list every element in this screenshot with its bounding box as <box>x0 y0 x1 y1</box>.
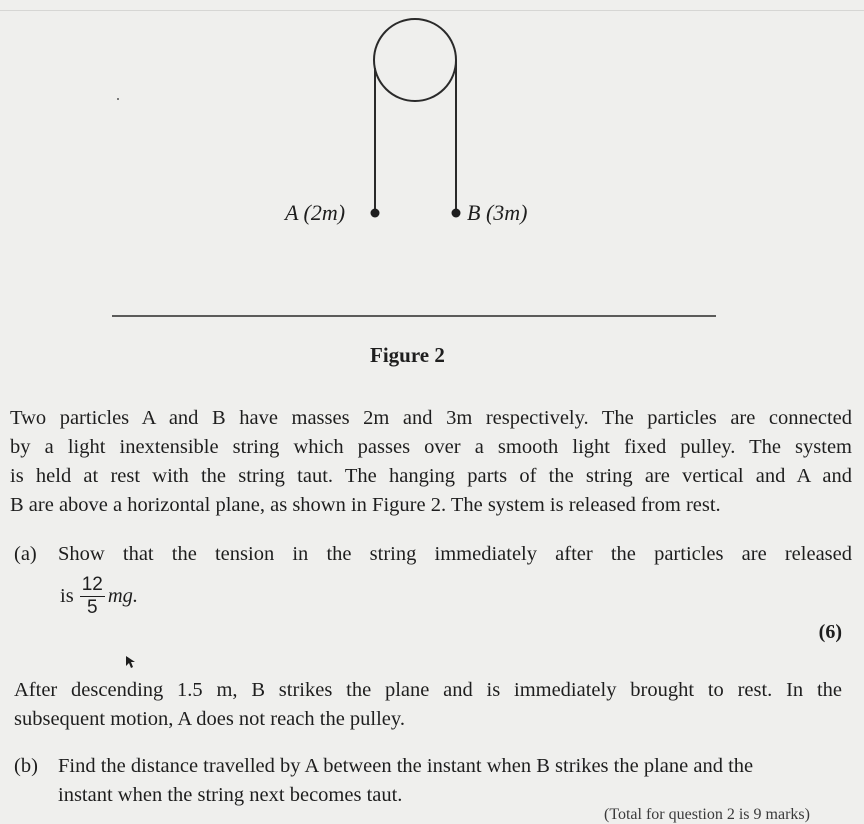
pulley-wheel <box>374 19 456 101</box>
particle-a-label: A (2m) <box>285 200 346 225</box>
pulley-diagram <box>0 0 864 340</box>
tension-expression <box>60 574 138 619</box>
part-b-text-1: Find the distance travelled by A between the instant when B strikes the plane and the <box>58 755 754 777</box>
intro-line: Two particles A and B have masses 2m and 3m respectively. The particles are connected <box>10 407 852 429</box>
after-paragraph <box>14 676 842 734</box>
part-a-text: Show that the tension in the string immediately after the particles are released <box>58 543 852 565</box>
part-a-tag: (a) <box>14 543 37 565</box>
tension-unit: mg. <box>107 585 139 607</box>
fraction-denominator: 5 <box>86 597 98 618</box>
question-total: (Total for question 2 is 9 marks) <box>604 806 810 823</box>
mouse-pointer-icon <box>124 655 138 669</box>
part-a-marks: (6) <box>818 621 842 643</box>
after-line: subsequent motion, A does not reach the pulley. <box>14 708 405 730</box>
part-b-question <box>14 752 842 810</box>
figure-caption: Figure 2 <box>370 343 445 367</box>
part-b-line <box>14 752 842 781</box>
fraction-numerator: 12 <box>81 574 103 595</box>
particle-b <box>452 209 461 218</box>
particle-b-label: B (3m) <box>467 200 528 225</box>
intro-line: is held at rest with the string taut. The hanging parts of the string are vertical and A and <box>10 465 852 487</box>
after-line: After descending 1.5 m, B strikes the plane and is immediately brought to rest. In the <box>14 679 842 701</box>
tension-fraction <box>80 574 105 619</box>
part-a-line <box>14 540 852 569</box>
speck <box>117 98 119 100</box>
part-a-question <box>14 540 852 569</box>
particle-a <box>371 209 380 218</box>
intro-paragraph <box>10 404 852 520</box>
is-word: is <box>60 585 74 607</box>
part-b-tag: (b) <box>14 755 38 777</box>
intro-line: B are above a horizontal plane, as shown in Figure 2. The system is released from rest. <box>10 494 721 516</box>
intro-line: by a light inextensible string which passes over a smooth light fixed pulley. The system <box>10 436 852 458</box>
part-b-text-2: instant when the string next becomes taut. <box>58 784 403 806</box>
